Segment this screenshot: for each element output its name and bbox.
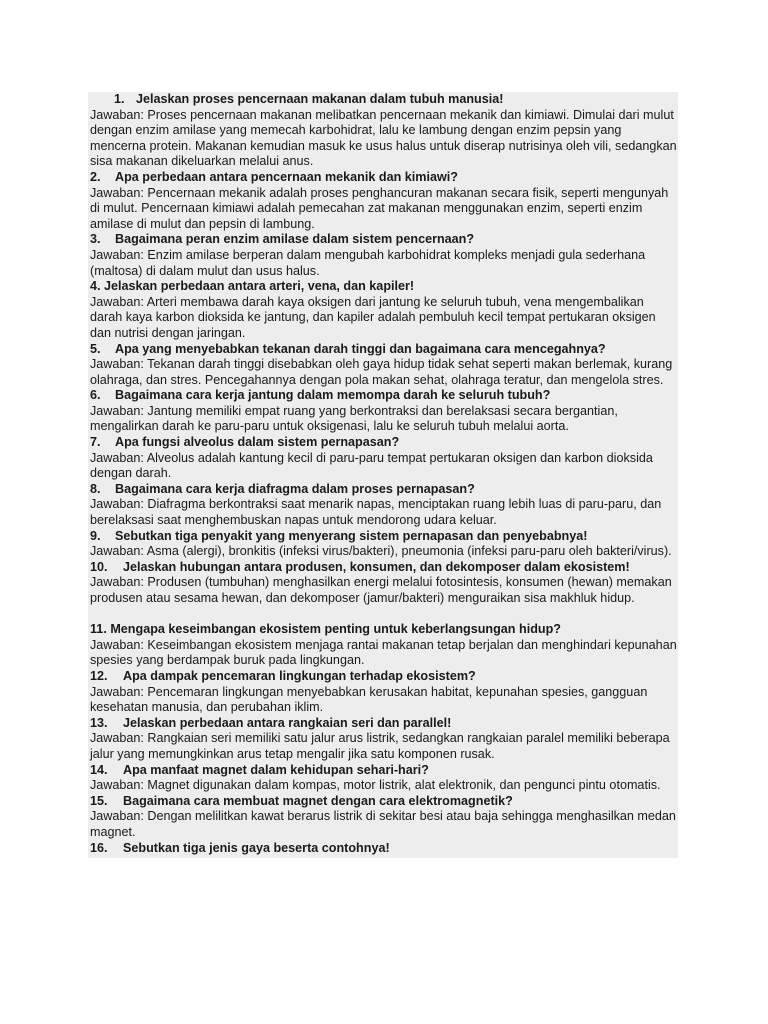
answer-14: Jawaban: Magnet digunakan dalam kompas, motor listrik, alat elektronik, dan pengunci pintu otomatis. xyxy=(90,778,661,793)
question-11: 11. Mengapa keseimbangan ekosistem penting untuk keberlangsungan hidup? xyxy=(90,622,561,637)
question-3: 3. Bagaimana peran enzim amilase dalam sistem pencernaan? xyxy=(90,232,475,247)
question-2: 2. Apa perbedaan antara pencernaan mekanik dan kimiawi? xyxy=(90,169,458,184)
answer-5: Jawaban: Tekanan darah tinggi disebabkan oleh gaya hidup tidak sehat seperti makan berlemak, kurang olahraga, dan stres. Pencegahannya dengan pola makan sehat, olahraga teratur, dan mengelola stres. xyxy=(90,357,673,387)
answer-15: Jawaban: Dengan melilitkan kawat berarus listrik di sekitar besi atau baja sehingga menghasilkan medan magnet. xyxy=(90,809,676,839)
question-13: 13. Jelaskan perbedaan antara rangkaian seri dan parallel! xyxy=(90,715,452,730)
answer-9: Jawaban: Asma (alergi), bronkitis (infeksi virus/bakteri), pneumonia (infeksi paru-paru oleh bakteri/virus). xyxy=(90,544,672,559)
answer-4: Jawaban: Arteri membawa darah kaya oksigen dari jantung ke seluruh tubuh, vena mengembalikan darah kaya karbon dioksida ke jantung, dan kapiler adalah pembuluh kecil tempat pertukaran oksigen dan nutrisi dengan jaringan. xyxy=(90,294,656,340)
question-1: 1. Jelaskan proses pencernaan makanan dalam tubuh manusia! xyxy=(114,92,504,106)
answer-7: Jawaban: Alveolus adalah kantung kecil di paru-paru tempat pertukaran oksigen dan karbon dioksida dengan darah. xyxy=(90,450,653,481)
answer-8: Jawaban: Diafragma berkontraksi saat menarik napas, menciptakan ruang lebih luas di paru-paru, dan berelaksasi saat menghembuskan napas untuk mendorong udara keluar. xyxy=(90,497,662,528)
question-9: 9. Sebutkan tiga penyakit yang menyerang sistem pernapasan dan penyebabnya! xyxy=(90,528,588,543)
question-16: 16. Sebutkan tiga jenis gaya beserta contohnya! xyxy=(90,840,390,855)
answer-12: Jawaban: Pencemaran lingkungan menyebabkan kerusakan habitat, kepunahan spesies, gangguan kesehatan manusia, dan perubahan iklim. xyxy=(90,684,648,715)
qa-sheet xyxy=(88,92,678,858)
question-5: 5. Apa yang menyebabkan tekanan darah tinggi dan bagaimana cara mencegahnya? xyxy=(90,341,606,356)
answer-2: Jawaban: Pencernaan mekanik adalah proses penghancuran makanan secara fisik, seperti mengunyah di mulut. Pencernaan kimiawi adalah pemecahan zat makanan menggunakan enzim, seperti enzim amilase di mulut dan pepsin di lambung. xyxy=(90,185,669,231)
question-12: 12. Apa dampak pencemaran lingkungan terhadap ekosistem? xyxy=(90,668,476,683)
question-10: 10. Jelaskan hubungan antara produsen, konsumen, dan dekomposer dalam ekosistem! xyxy=(90,559,630,574)
answer-10: Jawaban: Produsen (tumbuhan) menghasilkan energi melalui fotosintesis, konsumen (hewan) memakan produsen atau sesama hewan, dan dekomposer (jamur/bakteri) menguraikan sisa makhluk hidup. xyxy=(90,575,672,605)
question-7: 7. Apa fungsi alveolus dalam sistem pernapasan? xyxy=(90,435,400,450)
answer-11: Jawaban: Keseimbangan ekosistem menjaga rantai makanan tetap berjalan dan menghindari kepunahan spesies yang berdampak buruk pada lingkungan. xyxy=(90,637,677,668)
question-4: 4. Jelaskan perbedaan antara arteri, vena, dan kapiler! xyxy=(90,279,415,294)
question-14: 14. Apa manfaat magnet dalam kehidupan sehari-hari? xyxy=(90,762,429,777)
answer-1: Jawaban: Proses pencernaan makanan melibatkan pencernaan mekanik dan kimiawi. Dimulai dari mulut dengan enzim amilase yang memecah karbohidrat, lalu ke lambung dengan enzim pepsin yang mencerna protein. Makanan kemudian masuk ke usus halus untuk diserap nutrisinya oleh vili, sedangkan sisa makanan dikeluarkan melalui anus. xyxy=(90,107,677,169)
question-15: 15. Bagaimana cara membuat magnet dengan cara elektromagnetik? xyxy=(90,793,513,808)
blank-line xyxy=(90,607,678,623)
answer-13: Jawaban: Rangkaian seri memiliki satu jalur arus listrik, sedangkan rangkaian paralel memiliki beberapa jalur yang memungkinkan arus tetap mengalir jika satu komponen rusak. xyxy=(90,731,670,761)
answer-6: Jawaban: Jantung memiliki empat ruang yang berkontraksi dan berelaksasi secara bergantian, mengalirkan darah ke paru-paru untuk oksigenasi, lalu ke seluruh tubuh melalui aorta. xyxy=(90,403,618,434)
question-8: 8. Bagaimana cara kerja diafragma dalam proses pernapasan? xyxy=(90,481,475,496)
answer-3: Jawaban: Enzim amilase berperan dalam mengubah karbohidrat kompleks menjadi gula sederhana (maltosa) di dalam mulut dan usus halus. xyxy=(90,247,646,278)
question-6: 6. Bagaimana cara kerja jantung dalam memompa darah ke seluruh tubuh? xyxy=(90,388,551,403)
